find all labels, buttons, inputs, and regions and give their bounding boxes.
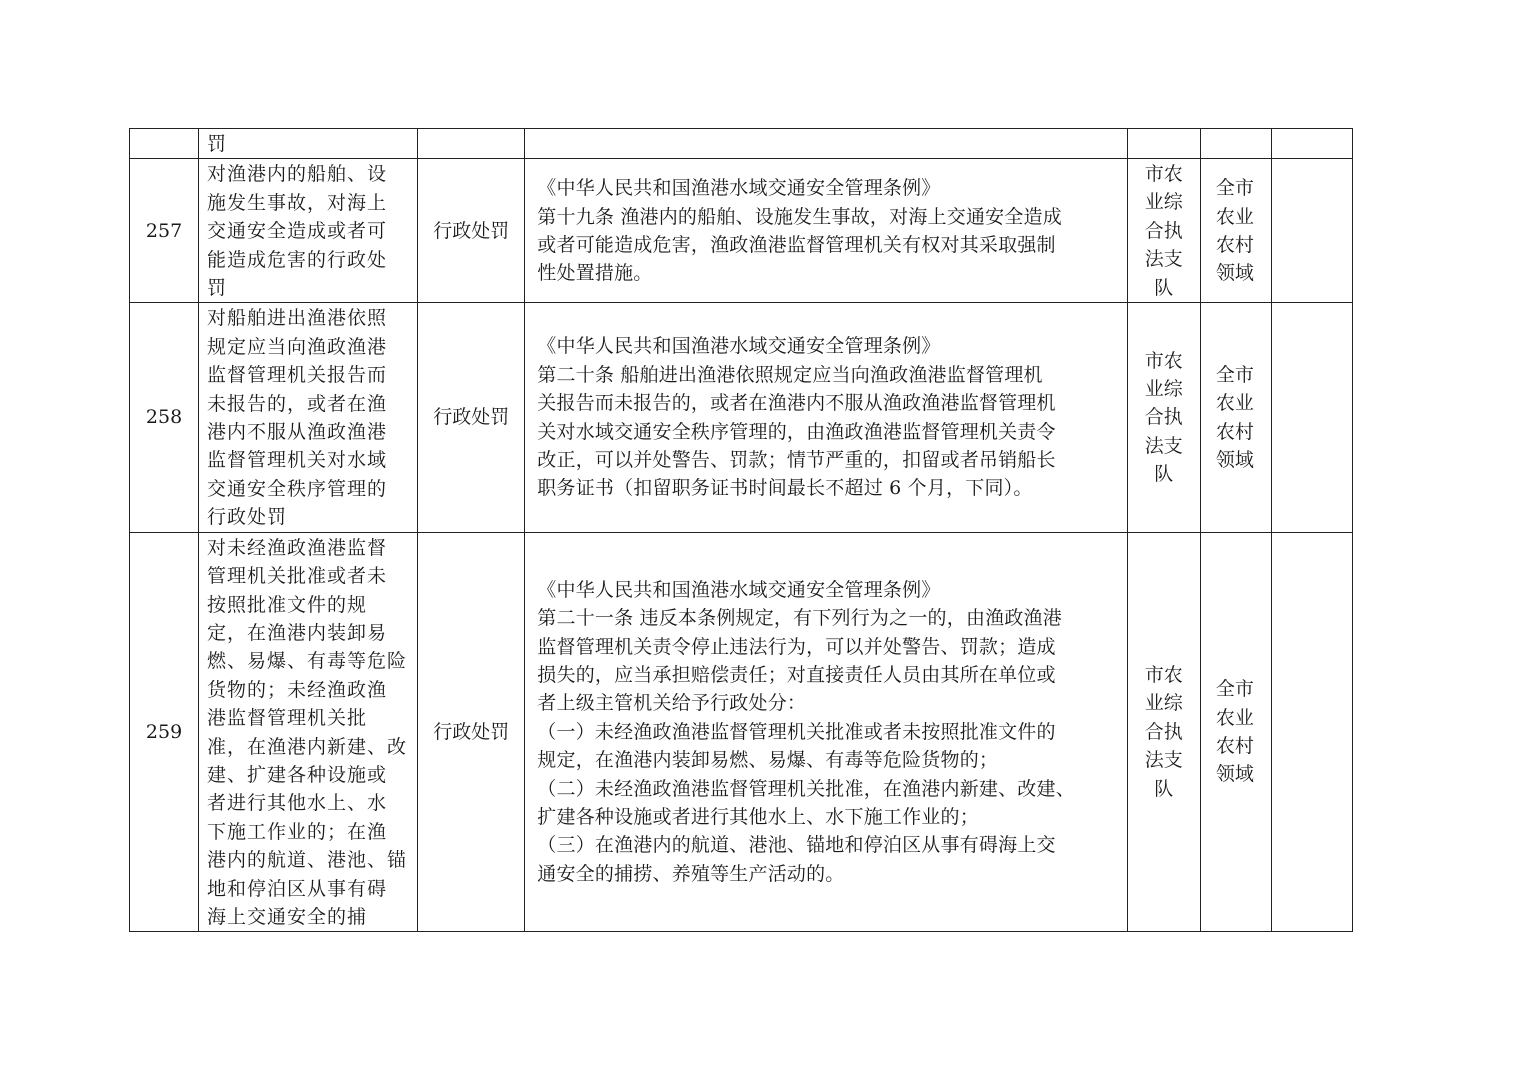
- description-line: 未报告的，或者在渔: [207, 392, 388, 415]
- basis-line: 扩建各种设施或者进行其他水上、水下施工作业的；: [537, 806, 979, 829]
- basis-line: 损失的，应当承担赔偿责任；对直接责任人员由其所在单位或: [537, 664, 1056, 687]
- department-line: 市农: [1144, 664, 1183, 687]
- item-number-cell: 258: [130, 303, 199, 532]
- description-line: 监督管理机关对水域: [207, 449, 388, 472]
- description-line: 港监督管理机关批: [207, 707, 368, 730]
- basis-line: 关报告而未报告的，或者在渔港内不服从渔政渔港监督管理机: [537, 392, 1056, 415]
- department-line: 法支: [1144, 248, 1183, 271]
- type-cell: [418, 129, 525, 159]
- basis-line: 第二十条 船舶进出渔港依照规定应当向渔政渔港监督管理机: [537, 363, 1043, 386]
- description-cell: [199, 532, 418, 932]
- scope-cell: [1200, 159, 1271, 303]
- scope-line: 农村: [1215, 233, 1254, 256]
- department-line: 队: [1154, 276, 1174, 299]
- legal-basis-cell: [525, 532, 1127, 932]
- remark-cell: [1271, 303, 1352, 532]
- table-row: [130, 159, 1353, 303]
- scope-line: 农业: [1215, 392, 1254, 415]
- description-line: 港内不服从渔政渔港: [207, 421, 388, 444]
- department-line: 法支: [1144, 749, 1183, 772]
- basis-line: 者上级主管机关给予行政处分：: [537, 692, 807, 715]
- legal-basis-cell: [525, 159, 1127, 303]
- description-cell: [199, 303, 418, 532]
- remark-cell: [1271, 159, 1352, 303]
- basis-line: 监督管理机关责令停止违法行为，可以并处警告、罚款；造成: [537, 635, 1056, 658]
- table-row-continuation: [130, 129, 1353, 159]
- scope-line: 全市: [1215, 363, 1254, 386]
- type-cell: 行政处罚: [418, 303, 525, 532]
- item-number-cell: 257: [130, 159, 199, 303]
- basis-line: （二）未经渔政渔港监督管理机关批准，在渔港内新建、改建、: [537, 777, 1075, 800]
- item-number-cell: [130, 129, 199, 159]
- department-line: 市农: [1144, 162, 1183, 185]
- legal-basis-cell: [525, 303, 1127, 532]
- basis-line: 第二十一条 违反本条例规定，有下列行为之一的，由渔政渔港: [537, 607, 1062, 630]
- scope-line: 农业: [1215, 706, 1254, 729]
- description-line: 定，在渔港内装卸易: [207, 621, 388, 644]
- basis-line: 通安全的捕捞、养殖等生产活动的。: [537, 862, 845, 885]
- description-line: 监督管理机关报告而: [207, 364, 388, 387]
- scope-line: 领域: [1215, 448, 1254, 471]
- scope-line: 领域: [1215, 763, 1254, 786]
- basis-line: 性处置措施。: [537, 262, 653, 285]
- table-row: [130, 303, 1353, 532]
- description-line: 交通安全造成或者可: [207, 220, 388, 243]
- legal-basis-cell: [525, 129, 1127, 159]
- description-line: 按照批准文件的规: [207, 593, 368, 616]
- description-line: 对渔港内的船舶、设: [207, 163, 388, 186]
- scope-line: 全市: [1215, 678, 1254, 701]
- item-number-cell: 259: [130, 532, 199, 932]
- department-line: 队: [1154, 463, 1174, 486]
- department-line: 业综: [1144, 377, 1183, 400]
- department-line: 业综: [1144, 692, 1183, 715]
- description-line: 燃、易爆、有毒等危险: [207, 650, 408, 673]
- description-cell: [199, 129, 418, 159]
- basis-line: 《中华人民共和国渔港水域交通安全管理条例》: [537, 335, 941, 358]
- department-cell: [1127, 303, 1200, 532]
- basis-line: 规定，在渔港内装卸易燃、易爆、有毒等危险货物的；: [537, 749, 999, 772]
- department-line: 合执: [1144, 406, 1183, 429]
- description-line: 者进行其他水上、水: [207, 792, 388, 815]
- scope-line: 农村: [1215, 420, 1254, 443]
- basis-line: 职务证书（扣留职务证书时间最长不超过 6 个月，下同）。: [537, 477, 1033, 500]
- scope-cell: [1200, 532, 1271, 932]
- type-cell: 行政处罚: [418, 532, 525, 932]
- description-line: 对未经渔政渔港监督: [207, 536, 388, 559]
- remark-cell: [1271, 532, 1352, 932]
- description-line: 准，在渔港内新建、改: [207, 735, 408, 758]
- description-line: 交通安全秩序管理的: [207, 477, 388, 500]
- department-line: 合执: [1144, 720, 1183, 743]
- type-cell: 行政处罚: [418, 159, 525, 303]
- department-cell: [1127, 129, 1200, 159]
- basis-line: 关对水域交通安全秩序管理的，由渔政渔港监督管理机关责令: [537, 420, 1056, 443]
- department-cell: [1127, 159, 1200, 303]
- basis-line: 第十九条 渔港内的船舶、设施发生事故，对海上交通安全造成: [537, 205, 1062, 228]
- scope-cell: [1200, 303, 1271, 532]
- scope-line: 全市: [1215, 177, 1254, 200]
- department-cell: [1127, 532, 1200, 932]
- description-line: 行政处罚: [207, 506, 288, 529]
- department-line: 市农: [1144, 349, 1183, 372]
- description-line: 能造成危害的行政处: [207, 248, 388, 271]
- description-line: 货物的；未经渔政渔: [207, 678, 388, 701]
- department-line: 合执: [1144, 219, 1183, 242]
- description-line: 罚: [207, 277, 228, 300]
- description-line: 建、扩建各种设施或: [207, 763, 388, 786]
- basis-line: 或者可能造成危害，渔政渔港监督管理机关有权对其采取强制: [537, 233, 1056, 256]
- description-line: 海上交通安全的捕: [207, 905, 368, 928]
- description-line: 地和停泊区从事有碍: [207, 877, 388, 900]
- department-line: 队: [1154, 777, 1174, 800]
- description-line: 港内的航道、港池、锚: [207, 849, 408, 872]
- description-line: 罚: [207, 133, 228, 155]
- remark-cell: [1271, 129, 1352, 159]
- scope-cell: [1200, 129, 1271, 159]
- description-line: 对船舶进出渔港依照: [207, 307, 388, 330]
- basis-line: 改正，可以并处警告、罚款；情节严重的，扣留或者吊销船长: [537, 448, 1056, 471]
- basis-line: （一）未经渔政渔港监督管理机关批准或者未按照批准文件的: [537, 720, 1056, 743]
- regulation-table: [129, 128, 1353, 932]
- scope-line: 领域: [1215, 262, 1254, 285]
- scope-line: 农业: [1215, 205, 1254, 228]
- description-line: 管理机关批准或者未: [207, 565, 388, 588]
- basis-line: 《中华人民共和国渔港水域交通安全管理条例》: [537, 177, 941, 200]
- description-line: 下施工作业的；在渔: [207, 820, 388, 843]
- description-line: 规定应当向渔政渔港: [207, 335, 388, 358]
- department-line: 法支: [1144, 434, 1183, 457]
- basis-line: （三）在渔港内的航道、港池、锚地和停泊区从事有碍海上交: [537, 834, 1056, 857]
- description-line: 施发生事故，对海上: [207, 191, 388, 214]
- basis-line: 《中华人民共和国渔港水域交通安全管理条例》: [537, 578, 941, 601]
- department-line: 业综: [1144, 191, 1183, 214]
- description-cell: [199, 159, 418, 303]
- table-row: [130, 532, 1353, 932]
- scope-line: 农村: [1215, 735, 1254, 758]
